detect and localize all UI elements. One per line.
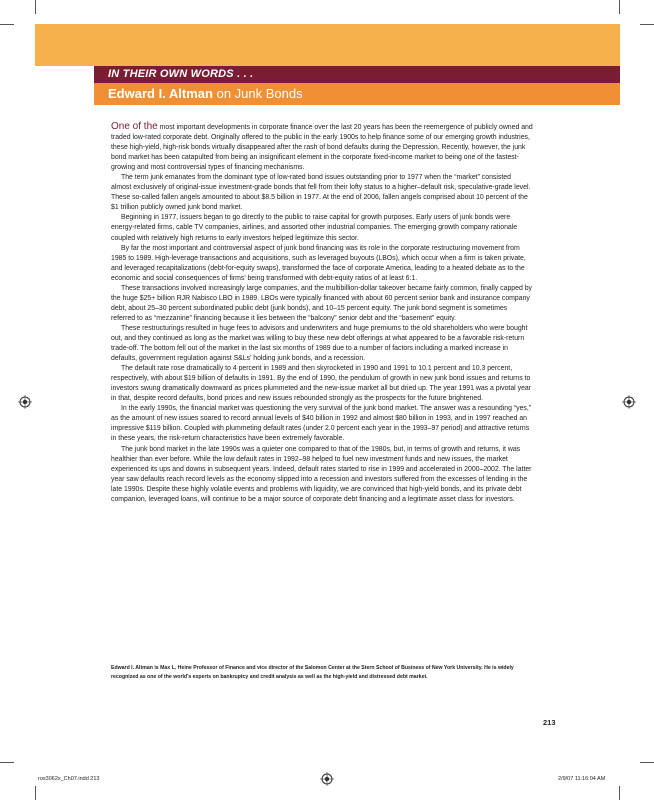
trim-mark <box>640 762 654 763</box>
trim-mark <box>0 24 14 25</box>
registration-mark-icon <box>622 395 636 409</box>
article-topic: on Junk Bonds <box>216 86 303 101</box>
trim-mark <box>619 786 620 800</box>
paragraph: Beginning in 1977, issuers began to go directly to the public to raise capital for growth purposes. Early users of junk bonds were energy-related firms, cable TV companies, airlines, and assorted other industrial companies. The emerging growth company rationale coupled with relatively high returns to early investors helped legitimize this sector. <box>111 214 518 242</box>
article-body <box>111 122 533 505</box>
lead-word: One of the <box>111 121 158 132</box>
trim-mark <box>640 24 654 25</box>
paragraph: One of the most important developments in corporate finance over the last 20 years has been the reemergence of publicly owned and traded low-rated corporate debt. Originally offered to the public in the early 1900s to help finance some of our emerging growth industries, these high-yield, high-risk bonds virtually disappeared after the rash of bond defaults during the Depression. Recently, however, the junk bond market has been catapulted from being an insignificant element in the corporate fixed-income market to being one of the fastest-growing and most controversial types of financing mechanisms. <box>111 121 533 172</box>
header-band <box>35 24 620 66</box>
slug-timestamp: 2/9/07 11:16:04 AM <box>558 776 606 782</box>
paragraph: In the early 1990s, the financial market was questioning the very survival of the junk bond market. The answer was a resounding “yes,” as the amount of new issues soared to record annual levels of $40 billion in 1992 and almost $80 billion in 1993, and in 1997 reached an impressive $119 billion. Coupled with plummeting default rates (under 2.0 percent each year in the 1993–97 period) and attractive returns in these years, the risk-return characteristics have been extremely favorable. <box>111 405 532 443</box>
paragraph: These restructurings resulted in huge fees to advisors and underwriters and huge premiums to the old shareholders who were bought out, and they continued as long as the market was willing to buy these new debt offerings at what appeared to be a favorable risk-return trade-off. The bottom fell out of the market in the last six months of 1989 due to a number of factors including a marked increase in defaults, government regulation against S&Ls’ holding junk bonds, and a recession. <box>111 324 528 363</box>
author-name: Edward I. Altman <box>108 86 213 101</box>
trim-mark <box>35 786 36 800</box>
slug-file: ros3062x_Ch07.indd 213 <box>38 776 100 782</box>
paragraph: By far the most important and controversial aspect of junk bond financing was its role in the corporate restructuring movement from 1985 to 1989. High-leverage transactions and acquisitions, such as leveraged buyouts (LBOs), which occur when a firm is taken private, and leveraged recapitalizations (debt-for-equity swaps), transformed the face of corporate America, leading to a heated debate as to the economic and social consequences of firms’ being transformed with debt-equity ratios of at least 6:1. <box>111 244 526 282</box>
article-title-banner <box>94 83 620 105</box>
paragraph: The default rate rose dramatically to 4 percent in 1989 and then skyrocketed in 1990 and 1991 to 10.1 percent and 10.3 percent, respectively, with about $19 billion of defaults in 1991. By the end of 1990, the pendulum of growth in new junk bond issues and returns to investors swung dramatically downward as prices plummeted and the new-issue market all but dried up. The year 1991 was a pivotal year in that, despite record defaults, bond prices and new issues rebounded strongly as the prospects for the future brightened. <box>111 365 532 403</box>
trim-mark <box>35 0 36 14</box>
registration-mark-icon <box>18 395 32 409</box>
page-number: 213 <box>543 718 556 727</box>
trim-mark <box>619 0 620 14</box>
paragraph: These transactions involved increasingly large companies, and the multibillion-dollar takeover became fairly common, finally capped by the huge $25+ billion RJR Nabisco LBO in 1989. LBOs were typically financed with about 60 percent senior bank and insurance company debt, about 25–30 percent subordinated public debt (junk bonds), and 10–15 percent equity. The junk bond segment is sometimes referred to as “mezzanine” financing because it lies between the “balcony” senior debt and the “basement” equity. <box>111 284 532 322</box>
paragraph: The junk bond market in the late 1990s was a quieter one compared to that of the 1980s, but, in terms of growth and returns, it was healthier than ever before. While the low default rates in 1992–98 helped to fuel new investment funds and new issues, the market experienced its ups and downs in subsequent years. Indeed, default rates started to rise in 1999 and accelerated in 2000–2002. The latter year saw defaults reach record levels as the economy slipped into a recession and investors suffered from the excesses of lending in the late 1990s. Despite these highly volatile events and problems with liquidity, we are convinced that high-yield bonds, and its private debt companion, leveraged loans, will continue to be a major source of corporate debt financing and a legitimate asset class for investors. <box>111 445 532 503</box>
trim-mark <box>0 762 14 763</box>
author-footnote: Edward I. Altman is Max L. Heine Professor of Finance and vice director of the Salomon Center at the Stern School of Business of New York University. He is widely recognized as one of the world’s experts on bankruptcy and credit analysis as well as the high-yield and distressed debt market. <box>111 665 514 680</box>
section-title: IN THEIR OWN WORDS . . . <box>108 68 254 80</box>
paragraph: The term junk emanates from the dominant type of low-rated bond issues outstanding prior to 1977 when the “market” consisted almost exclusively of original-issue investment-grade bonds that fell from their lofty status to a higher–default risk, speculative-grade level. These so-called fallen angels amounted to about $8.5 billion in 1977. At the end of 2006, fallen angels comprised about 10 percent of the $1 trillion publicly owned junk bond market. <box>111 174 531 212</box>
registration-mark-icon <box>320 772 334 786</box>
section-banner <box>94 66 620 83</box>
